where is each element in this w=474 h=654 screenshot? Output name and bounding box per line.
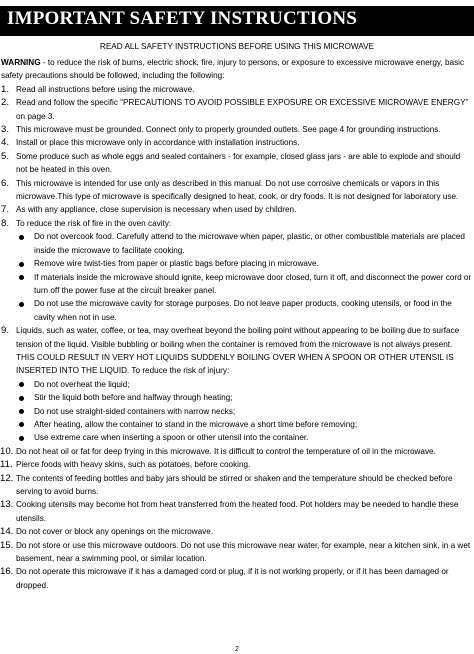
- bullet-item: [0, 405, 474, 418]
- item-text: Read all instructions before using the microwave.: [16, 84, 195, 94]
- instruction-item: [0, 123, 474, 136]
- item-number: 13.: [0, 499, 14, 511]
- instruction-item: [0, 203, 474, 216]
- instruction-item: [0, 525, 474, 538]
- instruction-item: [0, 445, 474, 458]
- instruction-item: [0, 83, 474, 96]
- item-number: 15.: [0, 539, 14, 551]
- instruction-item: [0, 324, 474, 378]
- warning-label: WARNING: [1, 58, 41, 67]
- subtitle: READ ALL SAFETY INSTRUCTIONS BEFORE USING THIS MICROWAVE: [99, 42, 375, 51]
- instruction-item: [0, 458, 474, 471]
- bullet-icon: [19, 409, 24, 414]
- item-text: Do not operate this microwave if it has a damaged cord or plug, if it is not working properly, or if it has been damaged or dropped.: [16, 567, 449, 590]
- item-number: 5.: [1, 150, 10, 162]
- instruction-item: [0, 150, 474, 177]
- bullet-text: After heating, allow the container to stand in the microwave a short time before removing;: [34, 419, 358, 429]
- bullet-icon: [19, 302, 24, 307]
- item-text: Do not store or use this microwave outdoors. Do not use this microwave near water, for example, near a kitchen sink, in a wet basement, near a swimming pool, or similar location.: [16, 540, 471, 564]
- bullet-text: Remove wire twist-ties from paper or plastic bags before placing in microwave.: [34, 259, 319, 269]
- bullet-icon: [19, 396, 24, 401]
- item-text: This microwave is intended for use only as described in this manual. Do not use corrosive chemicals or vapors in this microwave.This type of microwave is specifically designed to heat, cook, or dry foods. It is not designed for laboratory use.: [16, 178, 459, 202]
- instruction-list: [0, 83, 474, 592]
- title-bar: [0, 6, 474, 36]
- bullet-icon: [19, 422, 24, 427]
- bullet-text: If materials inside the microwave should ignite, keep microwave door closed, turn it off, and disconnect the power cord or turn off the power fuse at the circuit breaker panel.: [34, 272, 472, 295]
- instruction-item: [0, 177, 474, 204]
- instructions-body: [0, 56, 474, 592]
- instruction-item: [0, 96, 474, 123]
- bullet-icon: [19, 235, 24, 240]
- bullet-text: Do not use the microwave cavity for storage purposes. Do not leave paper products, cooking utensils, or food in the cavity when not in use.: [34, 299, 452, 322]
- item-text: Liquids, such as water, coffee, or tea, may overheat beyond the boiling point without appearing to be boiling due to surface tension of the liquid. Visible bubbling or boiling when the container is removed from the microwave is not always present. THIS COULD RESULT IN VERY HOT LIQUIDS SUDDENLY BOILING OVER WHEN A SPOON OR OTHER UTENSIL IS INSERTED INTO THE LIQUID. To reduce the risk of injury:: [16, 326, 460, 376]
- item-number: 6.: [1, 177, 10, 189]
- item-number: 10.: [0, 445, 14, 457]
- bullet-icon: [19, 382, 24, 387]
- item-number: 11.: [0, 459, 13, 471]
- item-number: 4.: [1, 137, 10, 149]
- item-text: Do not heat oil or fat for deep frying in this microwave. It is difficult to control the temperature of oil in the microwave.: [16, 446, 436, 456]
- bullet-item: [0, 257, 474, 270]
- bullet-text: Stir the liquid both before and halfway through heating;: [34, 393, 233, 403]
- bullet-text: Do not overcook food. Carefully attend to the microwave when paper, plastic, or other combustible materials are placed inside the microwave to facilitate cooking.: [34, 232, 465, 255]
- bullet-item: [0, 297, 474, 324]
- item-text: Install or place this microwave only in accordance with installation instructions.: [16, 138, 300, 148]
- item-number: 14.: [0, 526, 14, 538]
- item-text: Pierce foods with heavy skins, such as potatoes, before cooking.: [16, 460, 251, 470]
- bullet-text: Do not use straight-sided containers with narrow necks;: [34, 406, 236, 416]
- bullet-icon: [19, 262, 24, 267]
- instruction-item: [0, 136, 474, 149]
- bullet-item: [0, 391, 474, 404]
- instruction-item: [0, 539, 474, 566]
- warning-text: - to reduce the risk of burns, electric shock, fire, injury to persons, or exposure to excessive microwave energy, basic safety precautions should be followed, including the following:: [1, 58, 465, 81]
- item-text: Cooking utensils may become hot from heat transferred from the heated food. Pot holders may be needed to handle these utensils.: [16, 500, 459, 523]
- bullet-item: [0, 418, 474, 431]
- item-text: To reduce the risk of fire in the oven cavity:: [16, 218, 172, 228]
- bullet-text: Use extreme care when inserting a spoon or other utensil into the container.: [34, 433, 309, 443]
- bullet-item: [0, 230, 474, 257]
- page-title: IMPORTANT SAFETY INSTRUCTIONS: [7, 8, 358, 29]
- bullet-icon: [19, 436, 24, 441]
- bullet-item: [0, 378, 474, 391]
- item-text: This microwave must be grounded. Connect only to properly grounded outlets. See page 4 for grounding instructions.: [16, 125, 441, 135]
- item-text: Read and follow the specific “PRECAUTIONS TO AVOID POSSIBLE EXPOSURE OR EXCESSIVE MICROWAVE ENERGY” on page 3.: [16, 98, 469, 121]
- instruction-item: [0, 498, 474, 525]
- item-number: 1.: [1, 83, 10, 95]
- warning-paragraph: [0, 56, 474, 83]
- instruction-item: [0, 565, 474, 592]
- item-number: 2.: [1, 97, 10, 109]
- instruction-item: [0, 472, 474, 499]
- item-number: 8.: [1, 217, 10, 229]
- item-text: The contents of feeding bottles and baby jars should be stirred or shaken and the temperature should be checked before serving to avoid burns.: [16, 473, 453, 496]
- page-number: 2: [235, 646, 239, 653]
- bullet-text: Do not overheat the liquid;: [34, 379, 130, 389]
- instruction-item: [0, 217, 474, 230]
- item-number: 9.: [1, 325, 10, 337]
- bullet-item: [0, 271, 474, 298]
- item-text: As with any appliance, close supervision is necessary when used by children.: [16, 205, 297, 215]
- item-text: Some produce such as whole eggs and sealed containers - for example, closed glass jars - are able to explode and should not be heated in this oven.: [16, 151, 461, 175]
- item-text: Do not cover or block any openings on the microwave.: [16, 527, 214, 537]
- item-number: 3.: [1, 124, 10, 136]
- item-number: 12.: [0, 472, 14, 484]
- bullet-item: [0, 431, 474, 444]
- item-number: 7.: [1, 204, 10, 216]
- bullet-icon: [19, 275, 24, 280]
- item-number: 16.: [0, 566, 14, 578]
